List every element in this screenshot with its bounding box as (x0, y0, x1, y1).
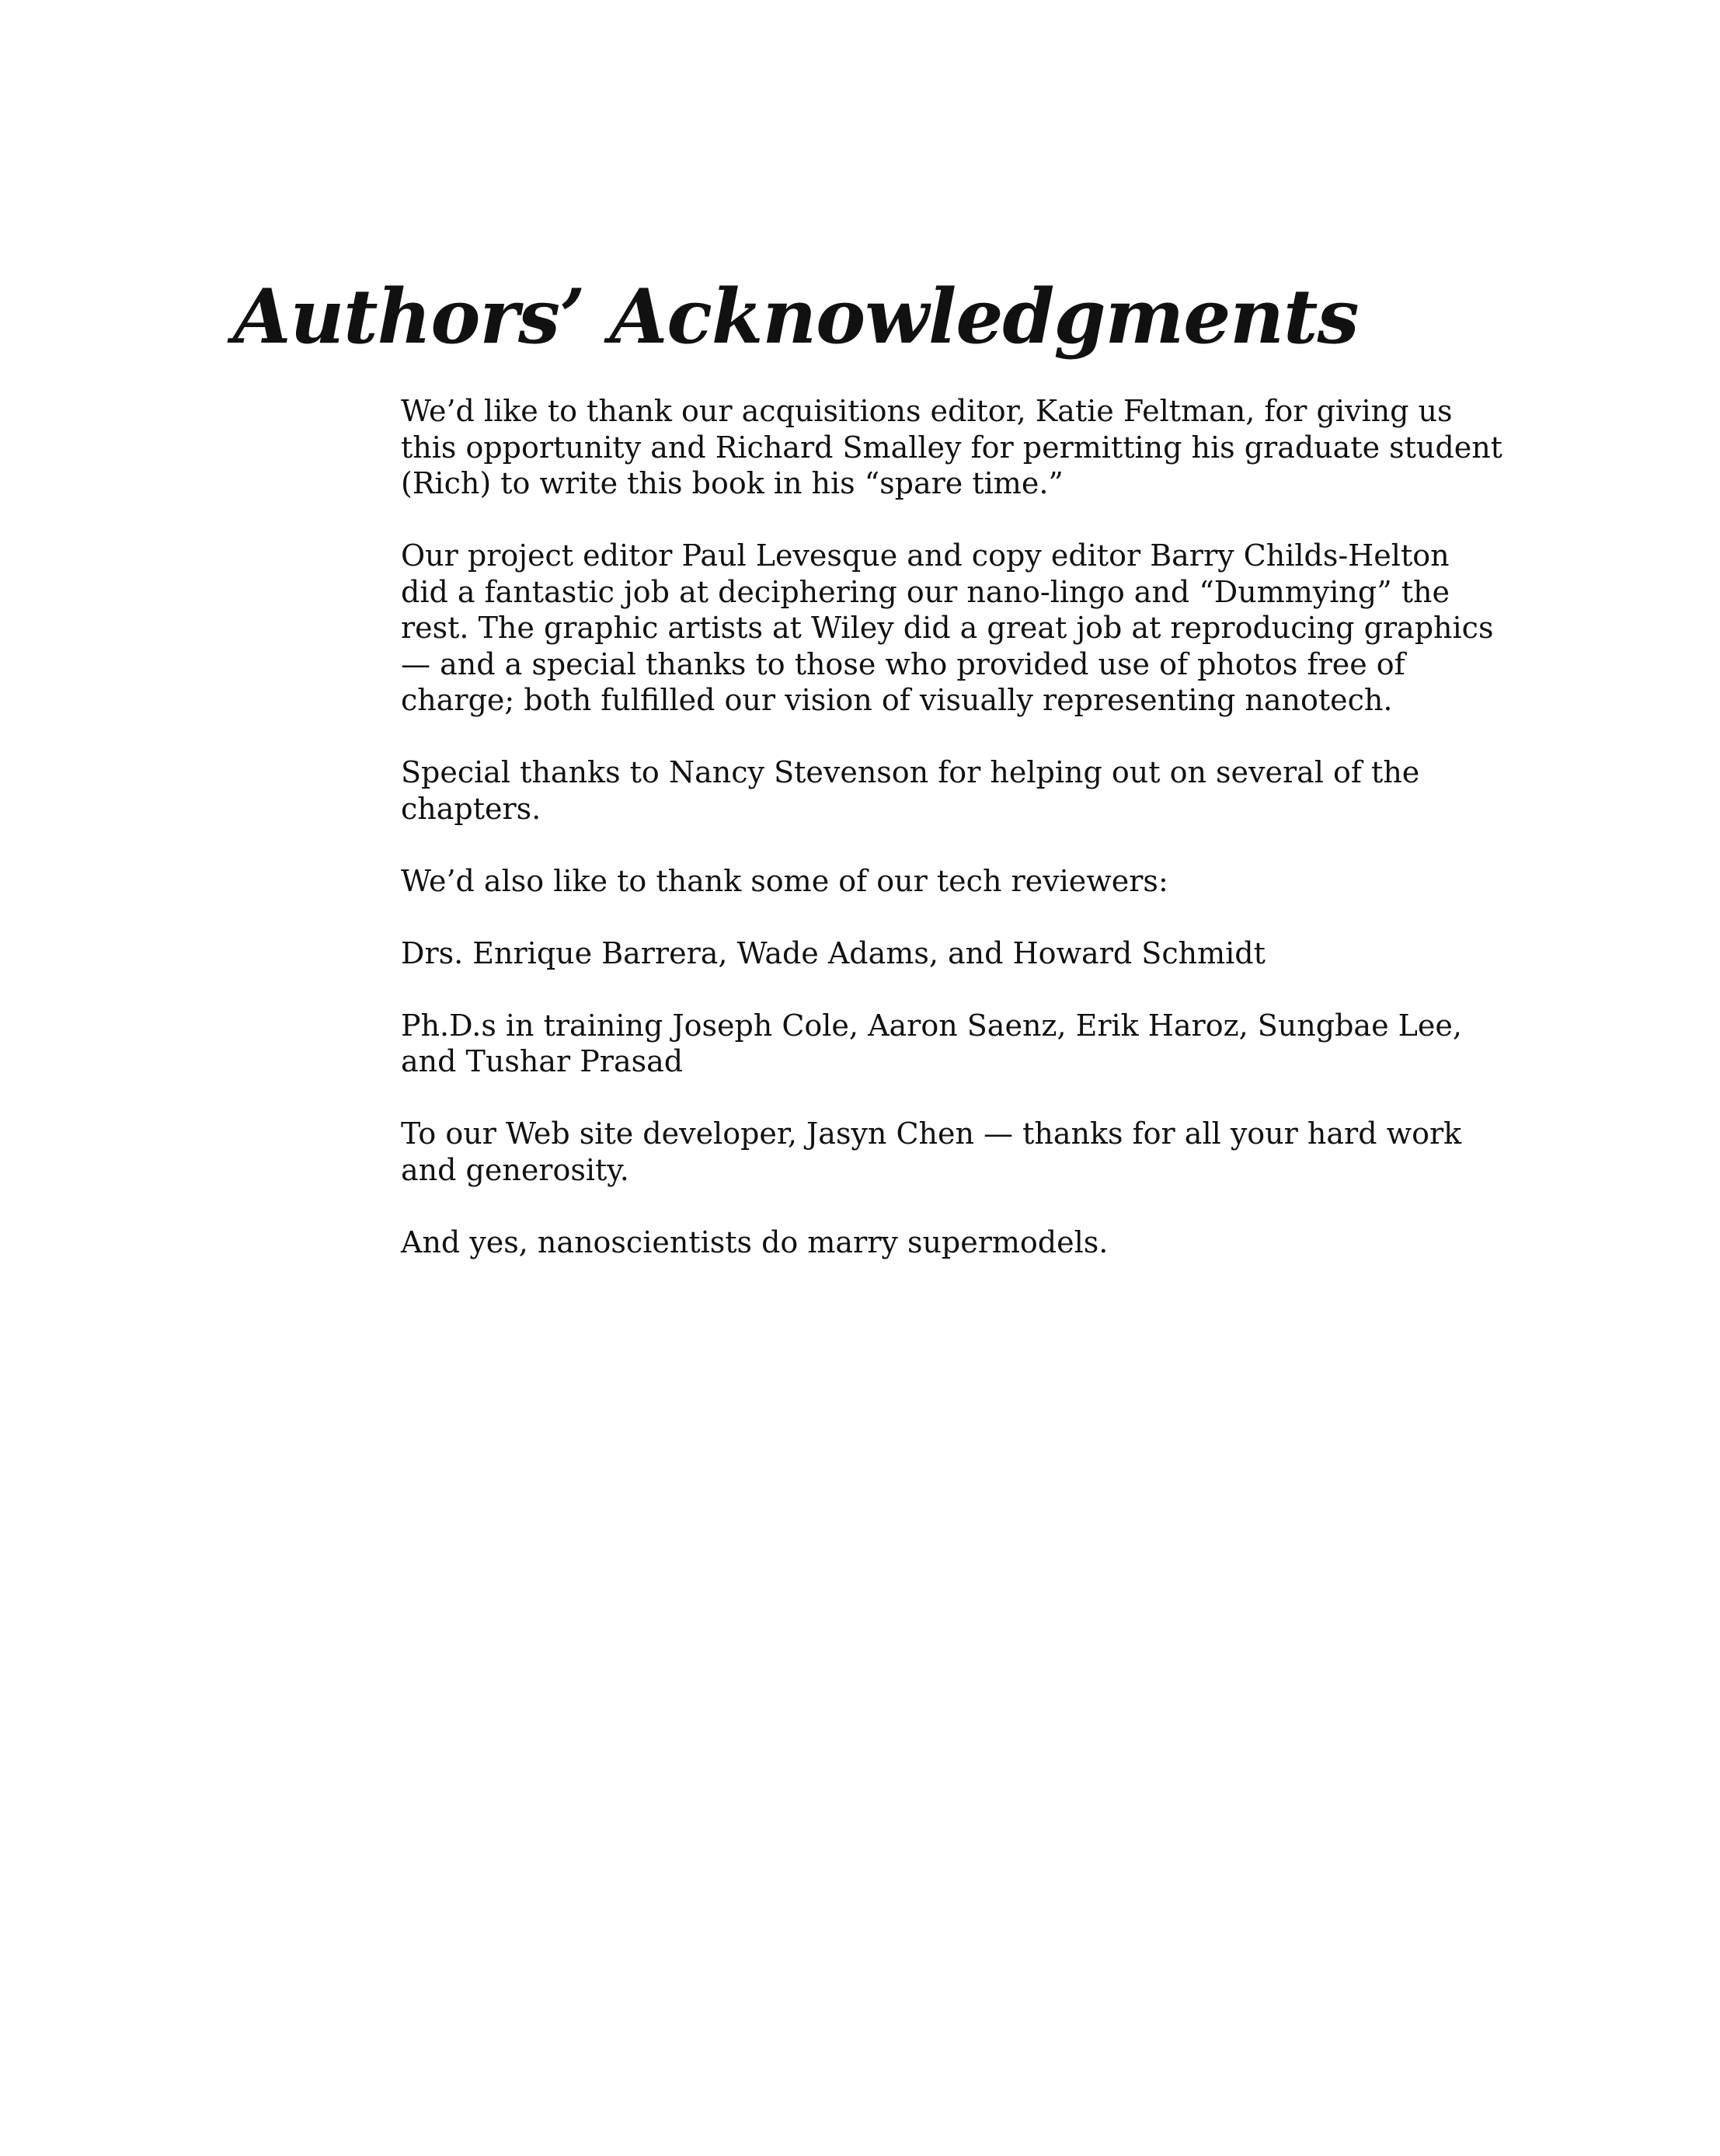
paragraph-editors-thanks: We’d like to thank our acquisitions editor, Katie Feltman, for giving us this opportunity and Richard Smalley for permitting his graduate student (Rich) to write this book in his “spare time.” (401, 394, 1502, 500)
paragraph-special-thanks: Special thanks to Nancy Stevenson for helping out on several of the chapters. (401, 755, 1420, 826)
page-title: Authors’ Acknowledgments (233, 273, 1359, 360)
paragraph-drs-reviewers: Drs. Enrique Barrera, Wade Adams, and Howard Schmidt (401, 935, 1266, 970)
acknowledgments-body (401, 393, 1504, 1260)
paragraph-closing: And yes, nanoscientists do marry supermodels. (401, 1224, 1109, 1259)
paragraph-tech-reviewers-intro: We’d also like to thank some of our tech reviewers: (401, 863, 1168, 898)
paragraph-web-developer: To our Web site developer, Jasyn Chen — thanks for all your hard work and generosity. (401, 1116, 1462, 1187)
paragraph-phd-reviewers: Ph.D.s in training Joseph Cole, Aaron Saenz, Erik Haroz, Sungbae Lee, and Tushar Prasad (401, 1008, 1462, 1078)
paragraph-project-editor: Our project editor Paul Levesque and copy editor Barry Childs-Helton did a fantastic job at deciphering our nano-lingo and “Dummying” the rest. The graphic artists at Wiley did a great job at reproducing graphics — and a special thanks to those who provided use of photos free of charge; both fulfilled our vision of visually representing nanotech. (401, 538, 1494, 717)
